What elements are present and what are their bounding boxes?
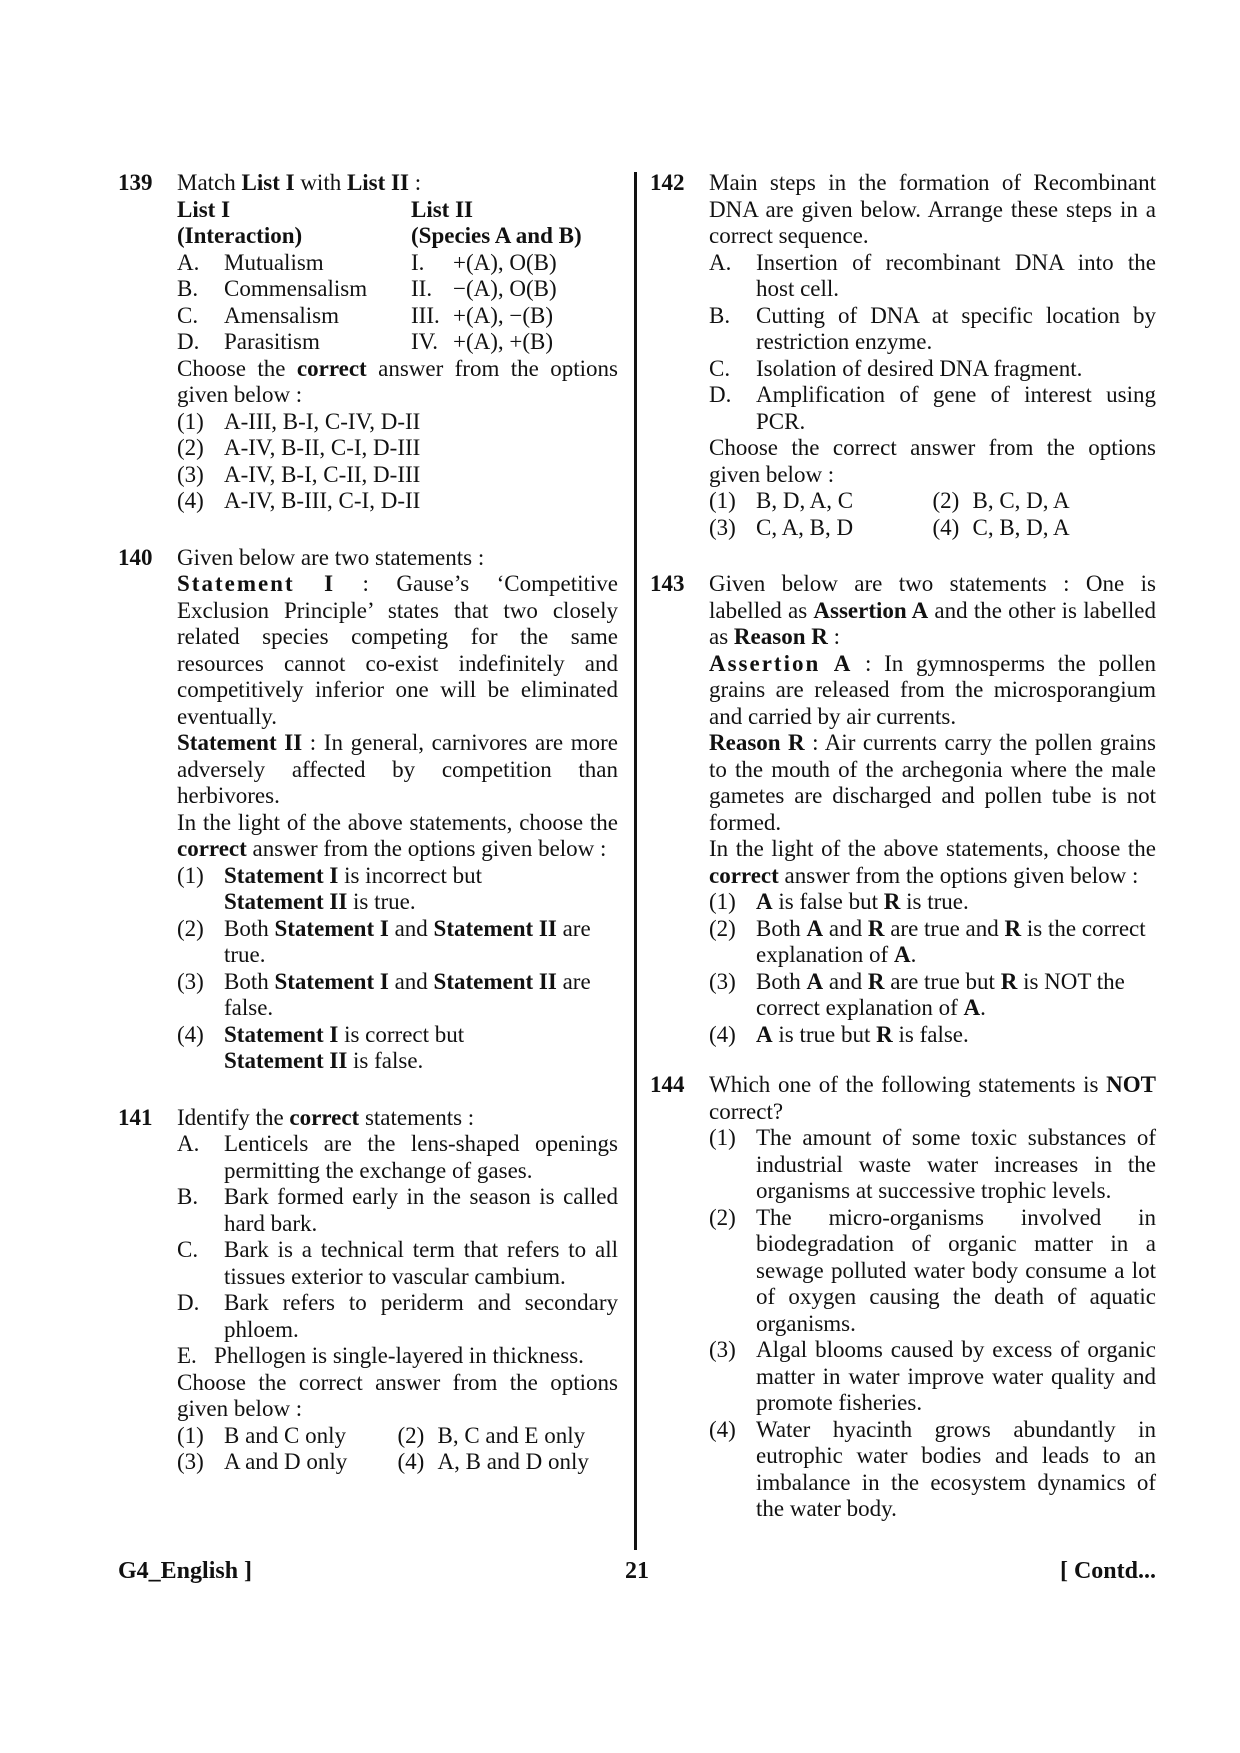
choose-instruction: In the light of the above statements, choose the correct answer from the options given below :	[177, 809, 618, 861]
option: (1) A is false but R is true.	[709, 889, 969, 914]
list-item: A. Lenticels are the lens-shaped openings permitting the exchange of gases.	[177, 1131, 618, 1183]
assertion: Assertion A : In gymnosperms the pollen grains are released from the microsporangium and carried by air currents.	[709, 650, 1156, 729]
option: (4) Statement I is correct but Statement II is false.	[177, 1021, 465, 1073]
option: (4) A is true but R is false.	[709, 1021, 969, 1047]
list-item: C. Isolation of desired DNA fragment.	[709, 355, 1083, 381]
question-142	[650, 170, 1156, 541]
question-intro: Which one of the following statements is NOT correct?	[709, 1072, 1156, 1124]
question-139	[118, 170, 618, 515]
list-item: B. Bark formed early in the season is called hard bark.	[177, 1184, 618, 1236]
option: (3) Both Statement I and Statement II are false.	[177, 968, 591, 1020]
statement-1: Statement I : Gause’s ‘Competitive Exclusion Principle’ states that two closely related species competing for the same resources cannot co-exist indefinitely and competitively inferior one will be eliminated eventually.	[177, 571, 618, 729]
match-row: D. Parasitism IV. +(A), +(B)	[177, 329, 554, 354]
question-intro: Identify the correct statements :	[177, 1104, 475, 1130]
question-number: 142	[650, 170, 685, 195]
option-row	[709, 515, 1156, 542]
option: (2) A-IV, B-II, C-I, D-III	[177, 435, 421, 460]
match-row: B. Commensalism II. −(A), O(B)	[177, 276, 557, 301]
option: (4) Water hyacinth grows abundantly in eutrophic water bodies and leads to an imbalance in the ecosystem dynamics of the water body.	[709, 1416, 1156, 1521]
booklet-code: G4_English ]	[118, 1558, 253, 1584]
question-intro: Match List I with List II :	[177, 170, 422, 195]
right-column	[650, 170, 1156, 1523]
choose-instruction: Choose the correct answer from the options given below :	[709, 435, 1156, 487]
option-row	[177, 1423, 618, 1450]
list-item: D. Amplification of gene of interest using PCR.	[709, 382, 1156, 434]
option: (4) A, B and D only	[397, 1449, 589, 1474]
option: (1) The amount of some toxic substances of industrial waste water increases in the organisms at successive trophic levels.	[709, 1125, 1156, 1203]
option: (3) C, A, B, D	[709, 514, 854, 540]
option: (3) A and D only	[177, 1449, 348, 1474]
question-144	[650, 1072, 1156, 1523]
option: (2) B, C and E only	[397, 1422, 586, 1448]
question-number: 141	[118, 1104, 153, 1130]
option: (2) The micro-organisms involved in biodegradation of organic matter in a sewage polluted water body consume a lot of oxygen causing the death of aquatic organisms.	[709, 1204, 1156, 1336]
choose-instruction: Choose the correct answer from the options given below :	[177, 1369, 618, 1421]
question-number: 144	[650, 1072, 685, 1097]
list-item: B. Cutting of DNA at specific location by restriction enzyme.	[709, 302, 1156, 354]
option-row	[709, 488, 1156, 515]
choose-instruction: In the light of the above statements, choose the correct answer from the options given below :	[709, 836, 1156, 888]
statement-2: Statement II : In general, carnivores are more adversely affected by competition than herbivores.	[177, 730, 619, 808]
option: (3) Both A and R are true but R is NOT the correct explanation of A.	[709, 968, 1125, 1020]
list-item: C. Bark is a technical term that refers to all tissues exterior to vascular cambium.	[177, 1237, 618, 1289]
list-item: D. Bark refers to periderm and secondary phloem.	[177, 1290, 618, 1342]
match-row: C. Amensalism III. +(A), −(B)	[177, 302, 554, 328]
option: (4) C, B, D, A	[932, 514, 1070, 540]
left-column	[118, 170, 618, 1476]
question-number: 139	[118, 170, 153, 195]
page-footer	[118, 1558, 1156, 1588]
option: (1) Statement I is incorrect but Statement II is true.	[177, 862, 483, 914]
question-intro: Given below are two statements :	[177, 544, 485, 570]
option: (1) B, D, A, C	[709, 488, 854, 513]
option-row	[177, 1449, 618, 1476]
match-row: A. Mutualism I. +(A), O(B)	[177, 249, 557, 275]
question-141	[118, 1105, 618, 1476]
option: (3) A-IV, B-I, C-II, D-III	[177, 461, 421, 487]
choose-instruction: Choose the correct answer from the options given below :	[177, 355, 618, 407]
option: (1) A-III, B-I, C-IV, D-II	[177, 408, 421, 434]
question-140	[118, 545, 618, 1075]
list-subheader: (Interaction) (Species A and B)	[177, 223, 582, 248]
option: (4) A-IV, B-III, C-I, D-II	[177, 488, 421, 513]
option: (3) Algal blooms caused by excess of organic matter in water improve water quality and promote fisheries.	[709, 1337, 1156, 1415]
list-header: List I List II	[177, 196, 473, 222]
list-item: E. Phellogen is single-layered in thickness.	[177, 1343, 584, 1368]
reason: Reason R : Air currents carry the pollen grains to the mouth of the archegonia where the male gametes are discharged and pollen tube is not formed.	[709, 730, 1157, 835]
option: (2) Both Statement I and Statement II are true.	[177, 915, 591, 967]
question-intro: Main steps in the formation of Recombinant DNA are given below. Arrange these steps in a correct sequence.	[709, 170, 1156, 248]
option: (2) B, C, D, A	[932, 488, 1070, 513]
question-number: 143	[650, 571, 685, 596]
list-item: A. Insertion of recombinant DNA into the host cell.	[709, 249, 1156, 301]
option: (1) B and C only	[177, 1422, 347, 1448]
question-143	[650, 571, 1156, 1048]
continued-note: [ Contd...	[1059, 1558, 1156, 1584]
question-number: 140	[118, 544, 153, 570]
option: (2) Both A and R are true and R is the correct explanation of A.	[709, 915, 1146, 967]
column-divider	[634, 172, 637, 1550]
question-intro: Given below are two statements : One is labelled as Assertion A and the other is labelled as Reason R :	[709, 571, 1156, 649]
page-number: 21	[625, 1558, 649, 1584]
